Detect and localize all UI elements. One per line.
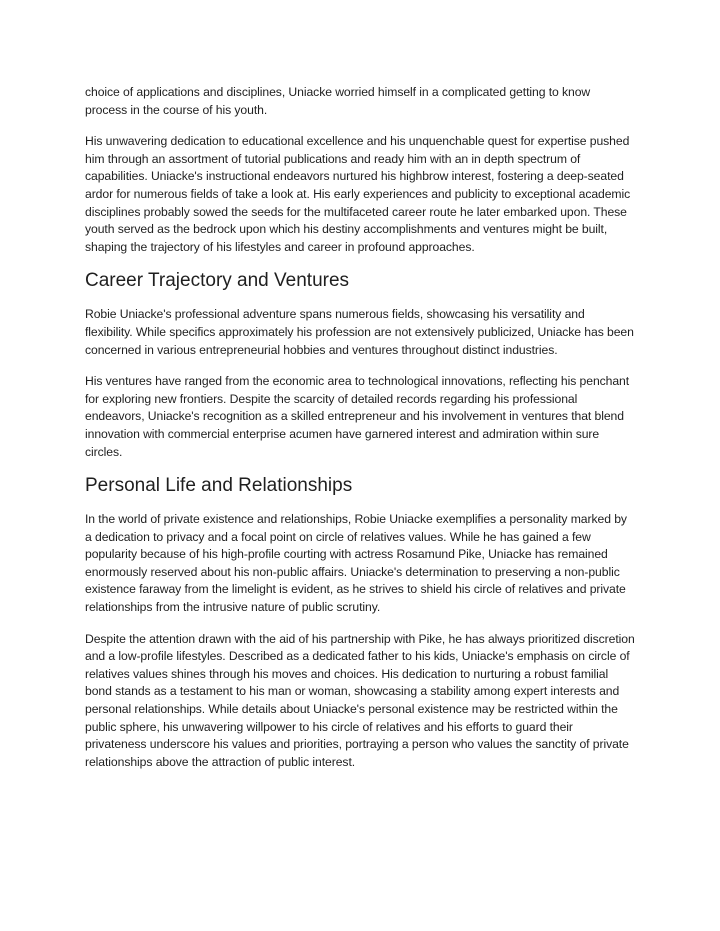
paragraph-intro-continuation: choice of applications and disciplines, Uniacke worried himself in a complicated getting to know process in the course of his youth. (85, 85, 591, 117)
paragraph-career-1: Robie Uniacke's professional adventure spans numerous fields, showcasing his versatility and flexibility. While specifics approximately his profession are not extensively publicized, Uniacke has been concerned in various entrepreneurial hobbies and ventures throughout distinct industries. (85, 307, 634, 357)
heading-personal-life: Personal Life and Relationships (85, 475, 353, 497)
heading-career-trajectory: Career Trajectory and Ventures (85, 270, 350, 292)
paragraph-education: His unwavering dedication to educational excellence and his unquenchable quest for expertise pushed him through an assortment of tutorial publications and ready him with an in depth spectrum of capabilities. Uniacke's instructional endeavors nurtured his highbrow interest, fostering a deep-seated ardor for numerous fields of take a look at. His early experiences and publicity to exceptional academic disciplines probably sowed the seeds for the multifaceted career route he later embarked upon. These youth served as the bedrock upon which his destiny accomplishments and ventures might be built, shaping the trajectory of his lifestyles and career in profound approaches. (85, 134, 631, 254)
paragraph-personal-2: Despite the attention drawn with the aid of his partnership with Pike, he has always prioritized discretion and a low-profile lifestyles. Described as a dedicated father to his kids, Uniacke's emphasis on circle of relatives values shines through his moves and choices. His dedication to nurturing a robust familial bond stands as a testament to his man or woman, showcasing a stability among expert interests and personal relationships. While details about Uniacke's personal existence may be restricted within the public sphere, his unwavering willpower to his circle of relatives and his efforts to guard their privateness underscore his values and priorities, portraying a person who values the sanctity of private relationships above the attraction of public interest. (85, 631, 635, 769)
paragraph-personal-1: In the world of private existence and relationships, Robie Uniacke exemplifies a personality marked by a dedication to privacy and a focal point on circle of relatives values. While he has gained a few popularity because of his high-profile courting with actress Rosamund Pike, Uniacke has remained enormously reserved about his non-public affairs. Uniacke's determination to preserving a non-public existence faraway from the limelight is evident, as he strives to shield his circle of relatives and private relationships from the intrusive nature of public scrutiny. (85, 512, 627, 615)
document-page (85, 84, 635, 785)
paragraph-career-2: His ventures have ranged from the economic area to technological innovations, reflecting his penchant for exploring new frontiers. Despite the scarcity of detailed records regarding his professional endeavors, Uniacke's recognition as a skilled entrepreneur and his involvement in ventures that blend innovation with commercial enterprise acumen have garnered interest and admiration within sure circles. (85, 374, 630, 459)
